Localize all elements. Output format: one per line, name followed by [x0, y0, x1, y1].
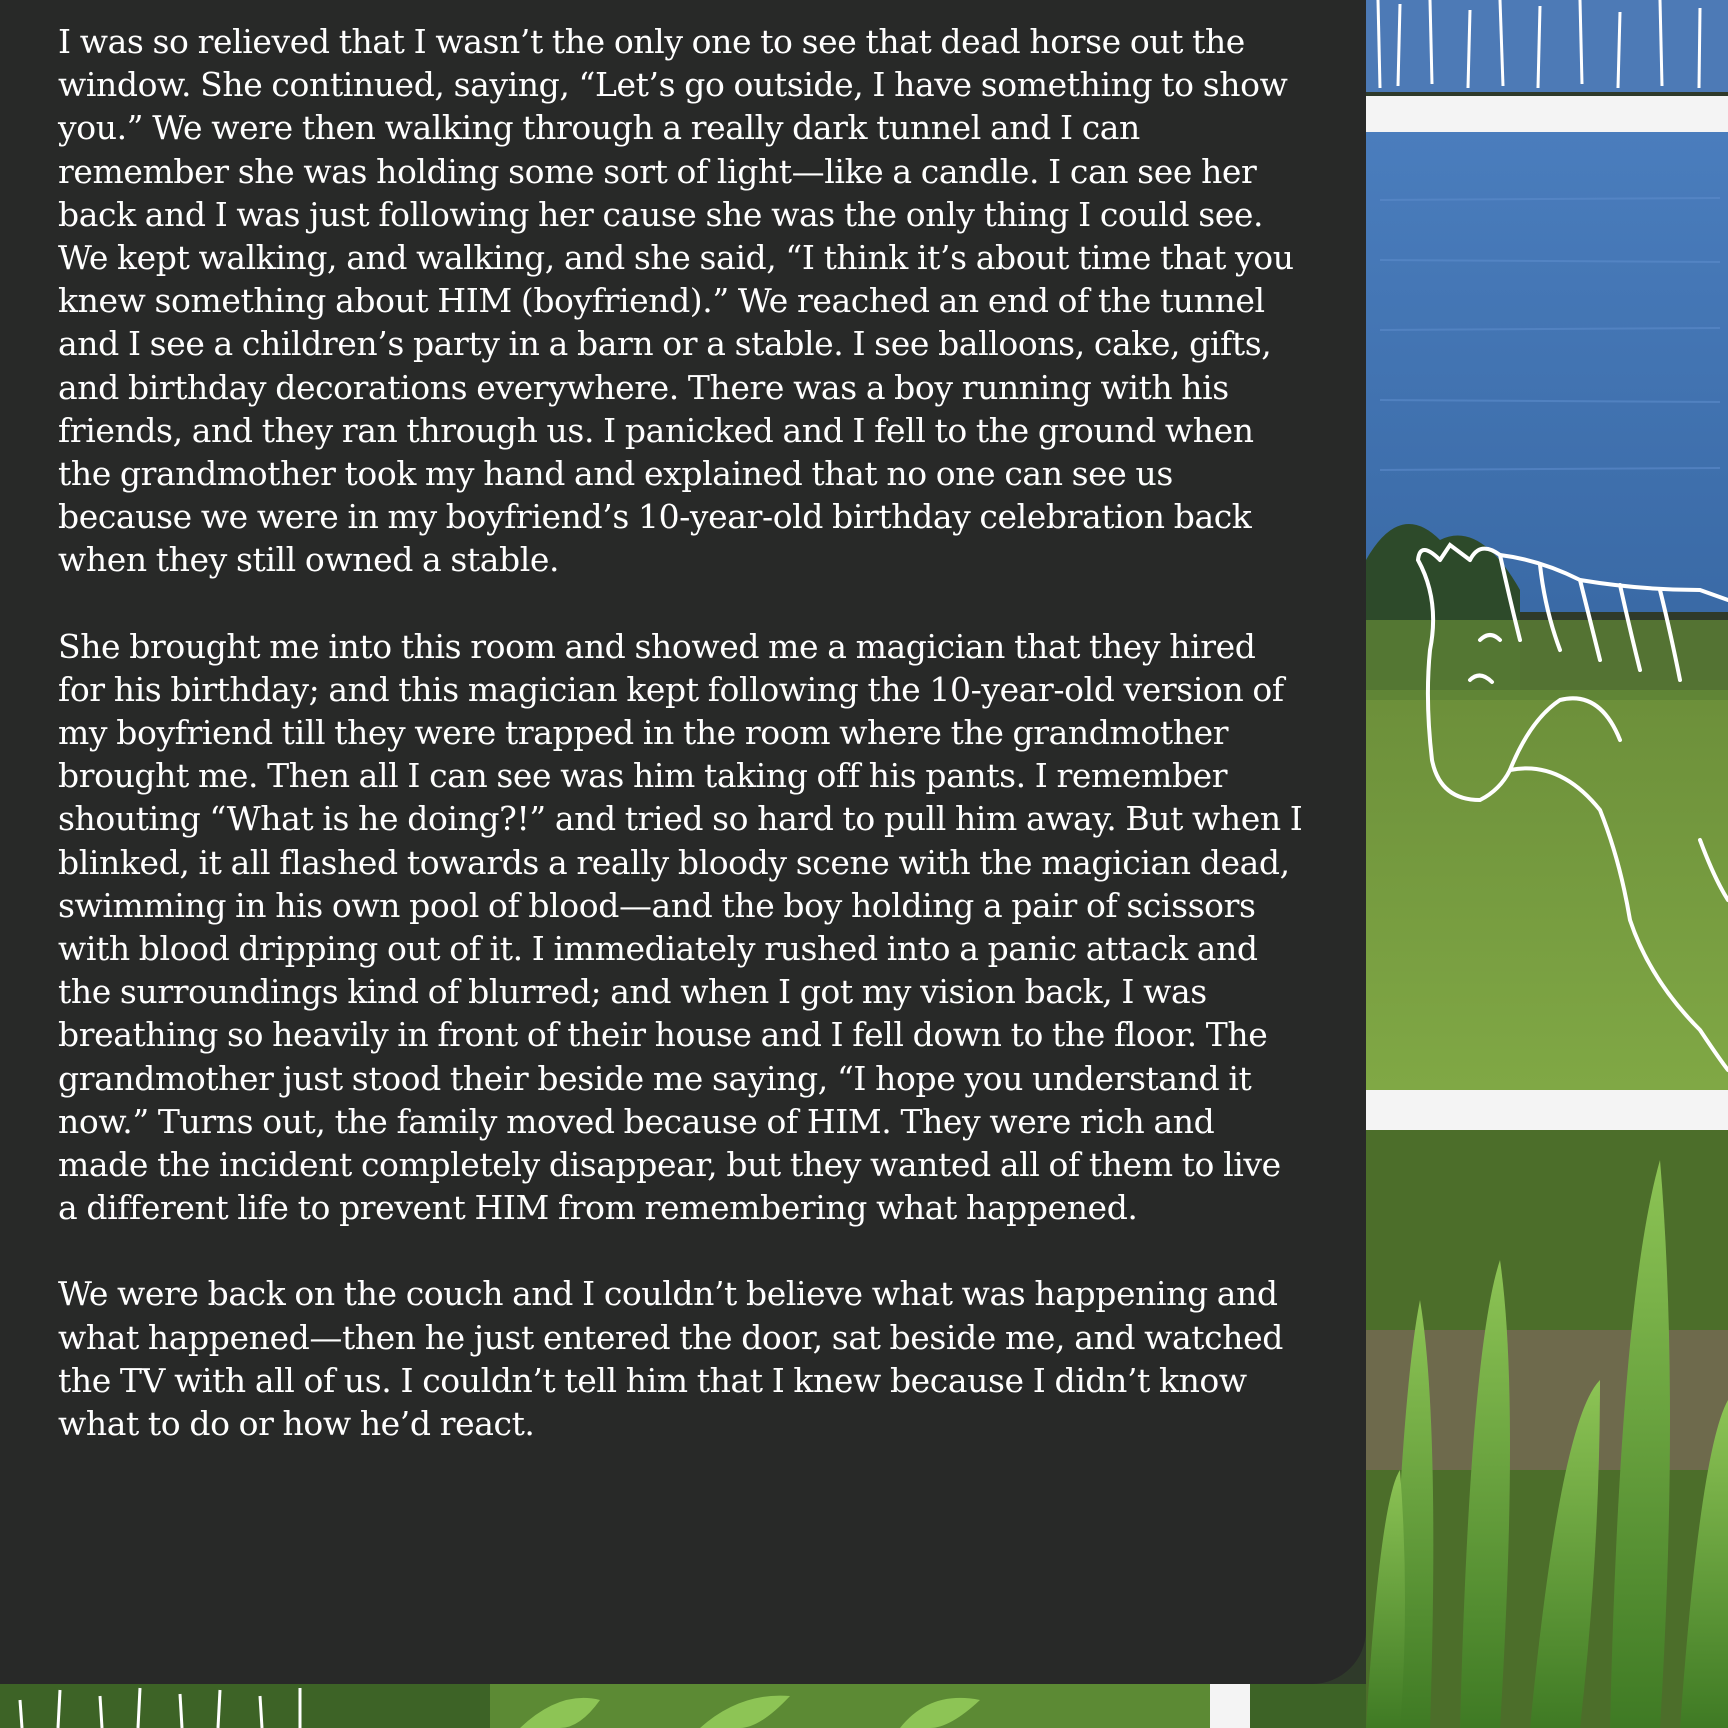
- grass-photo: [1366, 690, 1728, 1090]
- top-photo-strip: [1366, 0, 1728, 92]
- frame-bar-top: [1366, 96, 1728, 132]
- story-paragraph-2: She brought me into this room and showed me a magician that they hired for his birthday; and this magician kept following the 10-year-old version of my boyfriend till they were trapped in the room where the grandmother brought me. Then all I can see was him taking off his pants. I remember shouting “What is he doing?!” and tried so hard to pull him away. But when I blinked, it all flashed towards a really bloody scene with the magician dead, swimming in his own pool of blood—and the boy holding a pair of scissors with blood dripping out of it. I immediately rushed into a panic attack and the surroundings kind of blurred; and when I got my vision back, I was breathing so heavily in front of their house and I fell down to the floor. The grandmother just stood their beside me saying, “I hope you understand it now.” Turns out, the family moved because of HIM. They were rich and made the incident completely disappear, but they wanted all of them to live a different life to prevent HIM from remembering what happened.: [58, 626, 1303, 1228]
- story-paragraph-3: We were back on the couch and I couldn’t believe what was happening and what happened—then he just entered the door, sat beside me, and watched the TV with all of us. I couldn’t tell him that I knew because I didn’t know what to do or how he’d react.: [58, 1274, 1283, 1444]
- story-paragraph-1: I was so relieved that I wasn’t the only one to see that dead horse out the window. She continued, saying, “Let’s go outside, I have something to show you.” We were then walking through a really dark tunnel and I can remember she was holding some sort of light—like a candle. I can see her back and I was just following her cause she was the only thing I could see. We kept walking, and walking, and she said, “I think it’s about time that you knew something about HIM (boyfriend).” We reached an end of the tunnel and I see a children’s party in a barn or a stable. I see balloons, cake, gifts, and birthday decorations everywhere. There was a boy running with his friends, and they ran through us. I panicked and I fell to the ground when the grandmother took my hand and explained that no one can see us because we were in my boyfriend’s 10-year-old birthday celebration back when they still owned a stable.: [58, 22, 1294, 580]
- frame-bar-middle: [1366, 1090, 1728, 1130]
